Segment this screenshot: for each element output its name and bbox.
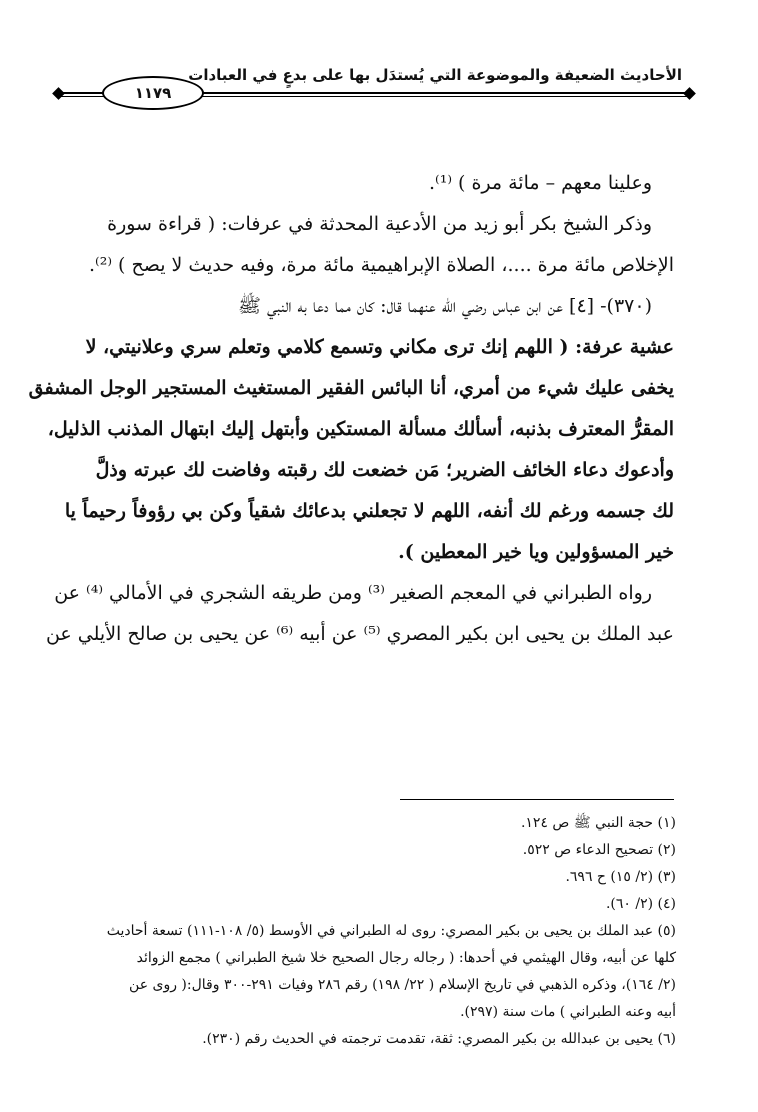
footnotes — [62, 810, 676, 1053]
text-line: وأدعوك دعاء الخائف الضرير؛ مَن خضعت لك رقبته وفاضت لك عبرته وذلَّ — [95, 459, 674, 481]
footnote: (٢) تصحيح الدعاء ص ٥٢٢. — [522, 842, 676, 858]
header-title: الأحاديث الضعيفة والموضوعة التي يُستدَل بها على بدعٍ في العبادات — [188, 66, 682, 84]
hadith-number-line: (٣٧٠)- [٤] عن ابن عباس رضي الله عنهما قال: كان مما دعا به النبي ﷺ — [238, 295, 652, 317]
text-line: لك جسمه ورغم لك أنفه، اللهم لا تجعلني بدعائك شقياً وكن بي رؤوفاً رحيماً يا — [64, 500, 674, 522]
footnote-continuation: (٢/ ١٦٤)، وذكره الذهبي في تاريخ الإسلام ( ٢٢/ ١٩٨) رقم ٢٨٦ وفيات ٢٩١-٣٠٠ وقال:( روى عن — [129, 977, 676, 993]
text-line: رواه الطبراني في المعجم الصغير ⁽³⁾ ومن طريقه الشجري في الأمالي ⁽⁴⁾ عن — [54, 582, 652, 604]
text-line: يخفى عليك شيء من أمري، أنا البائس الفقير المستغيث المستجير الوجل المشفق — [28, 377, 674, 399]
footnote-continuation: أبيه وعنه الطبراني ) مات سنة (٢٩٧). — [460, 1004, 676, 1020]
main-text — [28, 163, 674, 655]
diamond-ornament-icon — [52, 87, 65, 100]
text-line: عشية عرفة: ( اللهم إنك ترى مكاني وتسمع كلامي وتعلم سري وعلانيتي، لا — [85, 336, 674, 358]
text-line: الإخلاص مائة مرة ....، الصلاة الإبراهيمية مائة مرة، وفيه حديث لا يصح ) ⁽²⁾. — [88, 254, 674, 276]
footnote-separator — [400, 799, 674, 800]
diamond-ornament-icon — [683, 87, 696, 100]
text-line: المقرُّ المعترف بذنبه، أسألك مسألة المستكين وأبتهل إليك ابتهال المذنب الذليل، — [47, 418, 674, 440]
footnote: (٤) (٢/ ٦٠). — [605, 896, 676, 912]
text-line: وعلينا معهم – مائة مرة ) ⁽¹⁾. — [428, 172, 652, 194]
footnote: (١) حجة النبي ﷺ ص ١٢٤. — [520, 815, 676, 831]
footnote: (٥) عبد الملك بن يحيى بن بكير المصري: روى له الطبراني في الأوسط (٥/ ١٠٨-١١١) تسعة أحاديث — [106, 923, 676, 939]
running-header — [50, 58, 690, 108]
footnote-continuation: كلها عن أبيه، وقال الهيثمي في أحدها: ( رجاله رجال الصحيح خلا شيخ الطبراني ) مجمع الزوائد — [136, 950, 676, 966]
page-number: ١١٧٩ — [102, 76, 204, 110]
footnote: (٦) يحيى بن عبدالله بن بكير المصري: ثقة، تقدمت ترجمته في الحديث رقم (٢٣٠). — [202, 1031, 676, 1047]
text-line: خير المسؤولين ويا خير المعطين ). — [398, 541, 674, 563]
footnote: (٣) (٢/ ١٥) ح ٦٩٦. — [565, 869, 676, 885]
text-line: وذكر الشيخ بكر أبو زيد من الأدعية المحدثة في عرفات: ( قراءة سورة — [107, 213, 652, 235]
text-line: عبد الملك بن يحيى ابن بكير المصري ⁽⁵⁾ عن أبيه ⁽⁶⁾ عن يحيى بن صالح الأيلي عن — [45, 623, 674, 645]
